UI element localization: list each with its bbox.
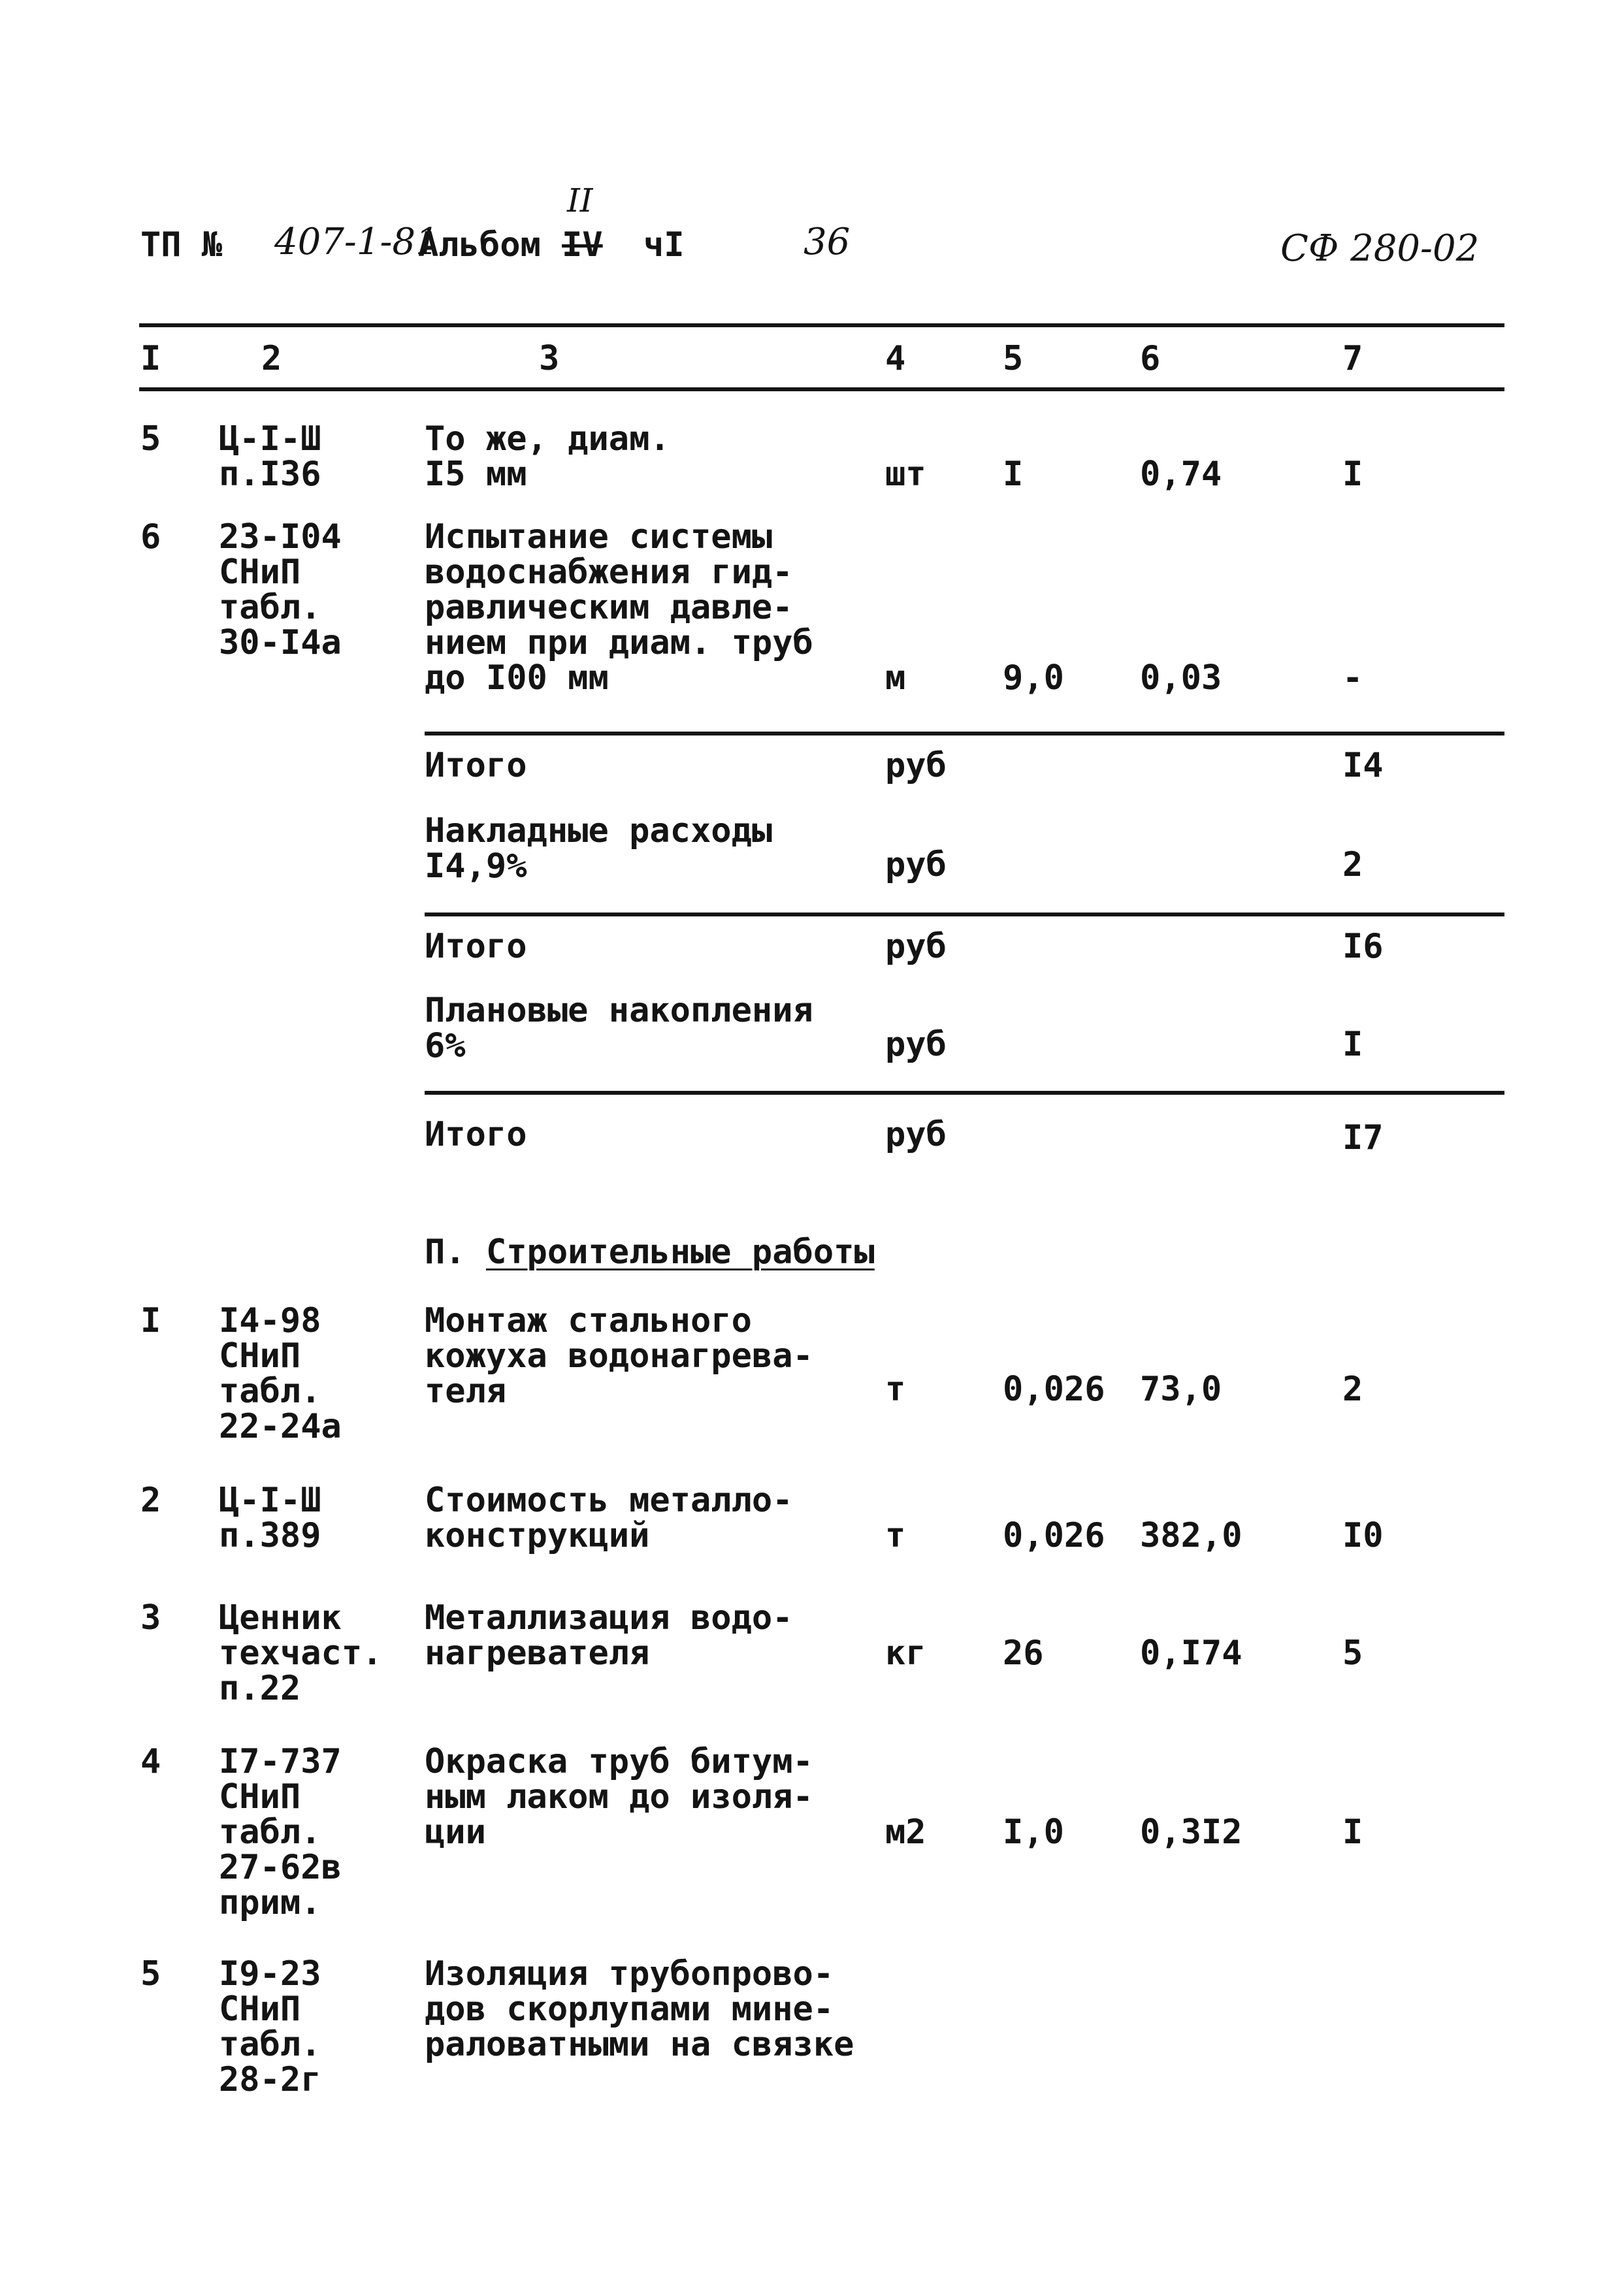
summary-rule [425,1091,1504,1095]
column-header-3: 3 [539,339,560,378]
table-row-code: 23-I04 СНиП табл. 30-I4а [219,517,342,662]
section-title: Строительные работы [485,1233,875,1272]
document-code: СФ 280-02 [1280,227,1480,270]
summary-label: Накладные расходы I4,9% [425,811,773,886]
column-header-1: I [140,339,161,378]
summary-rule [425,732,1504,735]
summary-total: I [1342,1025,1363,1064]
table-row-total: - [1342,658,1363,698]
table-row-unit: м2 [885,1813,926,1852]
table-row-code: I7-737 СНиП табл. 27-62в прим. [219,1742,342,1922]
column-header-rule [139,387,1504,391]
table-row-price: 0,3I2 [1140,1813,1242,1852]
summary-unit: руб [885,845,947,884]
table-row-code: I9-23 СНиП табл. 28-2г [219,1954,321,2099]
table-row-price: 0,I74 [1140,1634,1242,1673]
column-header-5: 5 [1003,339,1024,378]
table-row-price: 0,74 [1140,455,1222,494]
section-number: П. [425,1233,466,1272]
table-row-unit: кг [885,1634,926,1673]
table-row-price: 0,03 [1140,658,1222,698]
column-header-2: 2 [261,339,282,378]
summary-total: I4 [1342,746,1384,785]
album-number-struck: IV [562,225,603,265]
tp-label: ТП № [140,225,223,265]
table-row-description: Испытание системы водоснабжения гид- равлическим давле- нием при диам. труб до I00 мм [425,517,813,698]
table-row-quantity: I,0 [1003,1813,1064,1852]
table-row-code: I4-98 СНиП табл. 22-24а [219,1301,342,1446]
table-row-description: Изоляция трубопрово- дов скорлупами мине- раловатными на связке [425,1954,854,2064]
summary-rule [425,913,1504,916]
table-row-unit: шт [885,455,926,494]
section-heading [425,1235,875,1270]
table-row-description: Монтаж стального кожуха водонагрева- теля [425,1301,813,1411]
table-row-total: I [1342,1813,1363,1852]
table-row-num: 3 [140,1598,161,1638]
table-row-num: 5 [140,1954,161,1994]
project-number: 407-1-81 [274,221,439,263]
album-label: Альбом [418,225,541,265]
table-row-description: Металлизация водо- нагревателя [425,1598,793,1673]
table-row-quantity: 26 [1003,1634,1044,1673]
table-row-unit: т [885,1516,906,1555]
summary-total: I6 [1342,927,1384,966]
table-row-quantity: 0,026 [1003,1370,1105,1409]
table-row-price: 73,0 [1140,1370,1222,1409]
summary-unit: руб [885,1115,947,1154]
table-row-num: 4 [140,1742,161,1781]
part-label: чI [643,225,685,265]
table-row-quantity: 0,026 [1003,1516,1105,1555]
table-row-description: То же, диам. I5 мм [425,419,670,494]
table-row-description: Стоимость металло- конструкций [425,1481,793,1555]
summary-label: Итого [425,1115,527,1154]
summary-label: Итого [425,927,527,966]
table-row-total: 2 [1342,1370,1363,1409]
column-header-4: 4 [885,339,906,378]
table-top-rule [139,323,1504,327]
table-row-total: I0 [1342,1516,1384,1555]
table-row-unit: т [885,1370,906,1409]
table-row-price: 382,0 [1140,1516,1242,1555]
table-row-description: Окраска труб битум- ным лаком до изоля- ции [425,1742,813,1852]
table-row-code: Ц-I-Ш п.I36 [219,419,321,494]
column-header-7: 7 [1342,339,1363,378]
summary-unit: руб [885,746,947,785]
summary-total: 2 [1342,845,1363,884]
table-row-code: Ц-I-Ш п.389 [219,1481,321,1555]
table-row-unit: м [885,658,906,698]
table-row-quantity: I [1003,455,1024,494]
table-row-num: I [140,1301,161,1340]
table-row-num: 5 [140,419,161,459]
table-row-code: Ценник техчаст. п.22 [219,1598,383,1708]
summary-unit: руб [885,1025,947,1064]
table-row-quantity: 9,0 [1003,658,1064,698]
summary-label: Итого [425,746,527,785]
summary-total: I7 [1342,1118,1384,1157]
table-row-total: 5 [1342,1634,1363,1673]
column-header-6: 6 [1140,339,1161,378]
table-row-num: 6 [140,517,161,557]
page-number: 36 [804,221,851,263]
table-row-total: I [1342,455,1363,494]
album-number-corrected: II [567,182,593,219]
table-row-num: 2 [140,1481,161,1520]
summary-label: Плановые накопления 6% [425,991,813,1065]
summary-unit: руб [885,927,947,966]
